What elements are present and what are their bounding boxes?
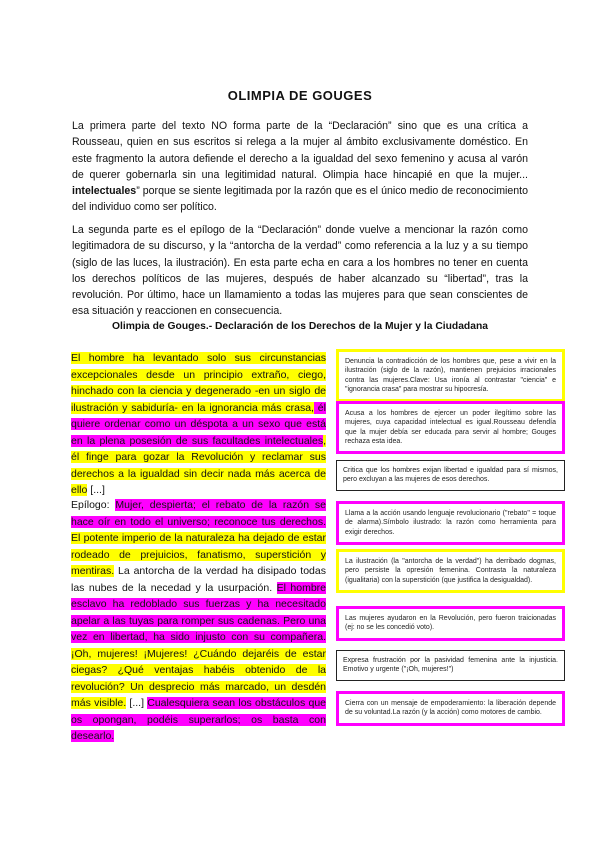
- annotation-note: Critica que los hombres exijan libertad e igualdad para sí mismos, pero excluyan a las mujeres de esos derechos.: [336, 460, 565, 491]
- text-run: La antorcha de la verdad ha disipado todas las nubes de la necedad y la usurpación.: [71, 565, 326, 594]
- source-text-epilogue: [71, 497, 326, 745]
- text-run: Epílogo:: [71, 499, 116, 511]
- annotation-note: Acusa a los hombres de ejercer un poder ilegítimo sobre las mujeres, cuya capacidad intelectual es igual.Rousseau defendía que la mujer debía ser educada para servir al hombre; Gouges rechaza esta idea.: [336, 401, 565, 454]
- text-run: ” porque se siente legitimada por la razón que es el único medio de reconocimiento del individuo como ser político.: [72, 185, 528, 214]
- page-title: OLIMPIA DE GOUGES: [227, 88, 373, 103]
- bold-text: intelectuales: [72, 185, 137, 198]
- highlighted-text-magenta: Cualesquiera sean los obstáculos que os opongan, podéis superarlos; os basta con desearlo.: [71, 697, 326, 742]
- text-run: [...]: [87, 484, 105, 496]
- annotation-note: Cierra con un mensaje de empoderamiento: la liberación depende de su voluntad.La razón (y la acción) como motores de cambio.: [336, 691, 565, 726]
- intro-paragraph-2: [72, 222, 528, 320]
- annotation-note: Denuncia la contradicción de los hombres que, pese a vivir en la ilustración (siglo de la razón), mantienen prejuicios irracionales contra las mujeres.Clave: Usa ironía al contrastar "ciencia" e "ignorancia crasa" para mostrar su hipocresía.: [336, 349, 565, 402]
- section-subtitle: Olimpia de Gouges.- Declaración de los Derechos de la Mujer y la Ciudadana: [112, 321, 488, 332]
- text-run: [...]: [126, 697, 148, 709]
- highlighted-text-yellow: El hombre ha levantado solo sus circunstancias excepcionales desde un principio extraño, ciego, hinchado con la ciencia y degenerado -en un siglo de ilustración y sabiduría- en la ignorancia más crasa,: [71, 352, 326, 414]
- highlighted-text-magenta: El hombre esclavo ha redoblado sus fuerzas y ha necesitado apelar a las tuyas para romper sus cadenas. Pero una vez en libertad, ha sido injusto con su compañera.: [71, 581, 326, 643]
- intro-paragraph-1: [72, 118, 528, 216]
- annotation-note: La ilustración (la "antorcha de la verdad") ha derribado dogmas, pero persiste la opresión femenina. Contrasta la naturaleza (igualitaria) con la superstición (que justifica la desigualdad).: [336, 549, 565, 593]
- highlighted-text-yellow: , él finge para gozar la Revolución y reclamar sus derechos a la igualdad sin decir nada más acerca de ello: [71, 434, 326, 496]
- highlighted-text-yellow: El potente imperio de la naturaleza ha dejado de estar rodeado de prejuicios, fanatismo, superstición y mentiras.: [71, 532, 326, 577]
- highlighted-text-magenta: Mujer, despierta; el rebato de la razón se hace oír en todo el universo; reconoce tus derechos.: [71, 499, 326, 528]
- annotation-note: Las mujeres ayudaron en la Revolución, pero fueron traicionadas (ej: no se les concedió voto).: [336, 606, 565, 641]
- highlighted-text-yellow: ¡Oh, mujeres! ¡Mujeres! ¿Cuándo dejaréis de estar ciegas? ¿Qué ventajas habéis obtenido de la revolución? Un desprecio más marcado, un desdén más visible.: [71, 647, 326, 709]
- annotation-note: Llama a la acción usando lenguaje revolucionario ("rebato" = toque de alarma).Símbolo ilustrado: la razón como herramienta para exigir derechos.: [336, 501, 565, 545]
- text-run: La primera parte del texto NO forma parte de la “Declaración” sino que es una crítica a Rousseau, quien en sus escritos si relega a la mujer al ámbito exclusivamente doméstico. En este fragmento la autora defiende el derecho a la igualdad del sexo femenino y acusa al varón de querer gobernarla sin una legitimidad natural. Olimpia hace hincapié en que la mujer...: [72, 120, 528, 181]
- highlighted-text-magenta: él quiere ordenar como un déspota a un sexo que está en la plena posesión de sus facultades intelectuales: [71, 401, 326, 447]
- text-run: La segunda parte es el epílogo de la “Declaración” donde vuelve a mencionar la razón como legitimadora de su discurso, y la “antorcha de la verdad” como referencia a la luz y a su tiempo (siglo de las luces, la ilustración). En esta parte echa en cara a los hombres no tener en cuenta los derechos políticos de las mujeres, después de haber alcanzado su “libertad”, tras la revolución. Por último, hace un llamamiento a todas las mujeres para que sean conscientes de esa situación y reaccionen en consecuencia.: [72, 224, 528, 318]
- source-text-paragraph-1: [71, 350, 326, 499]
- annotation-note: Expresa frustración por la pasividad femenina ante la injusticia. Emotivo y urgente ("¡Oh, mujeres!"): [336, 650, 565, 681]
